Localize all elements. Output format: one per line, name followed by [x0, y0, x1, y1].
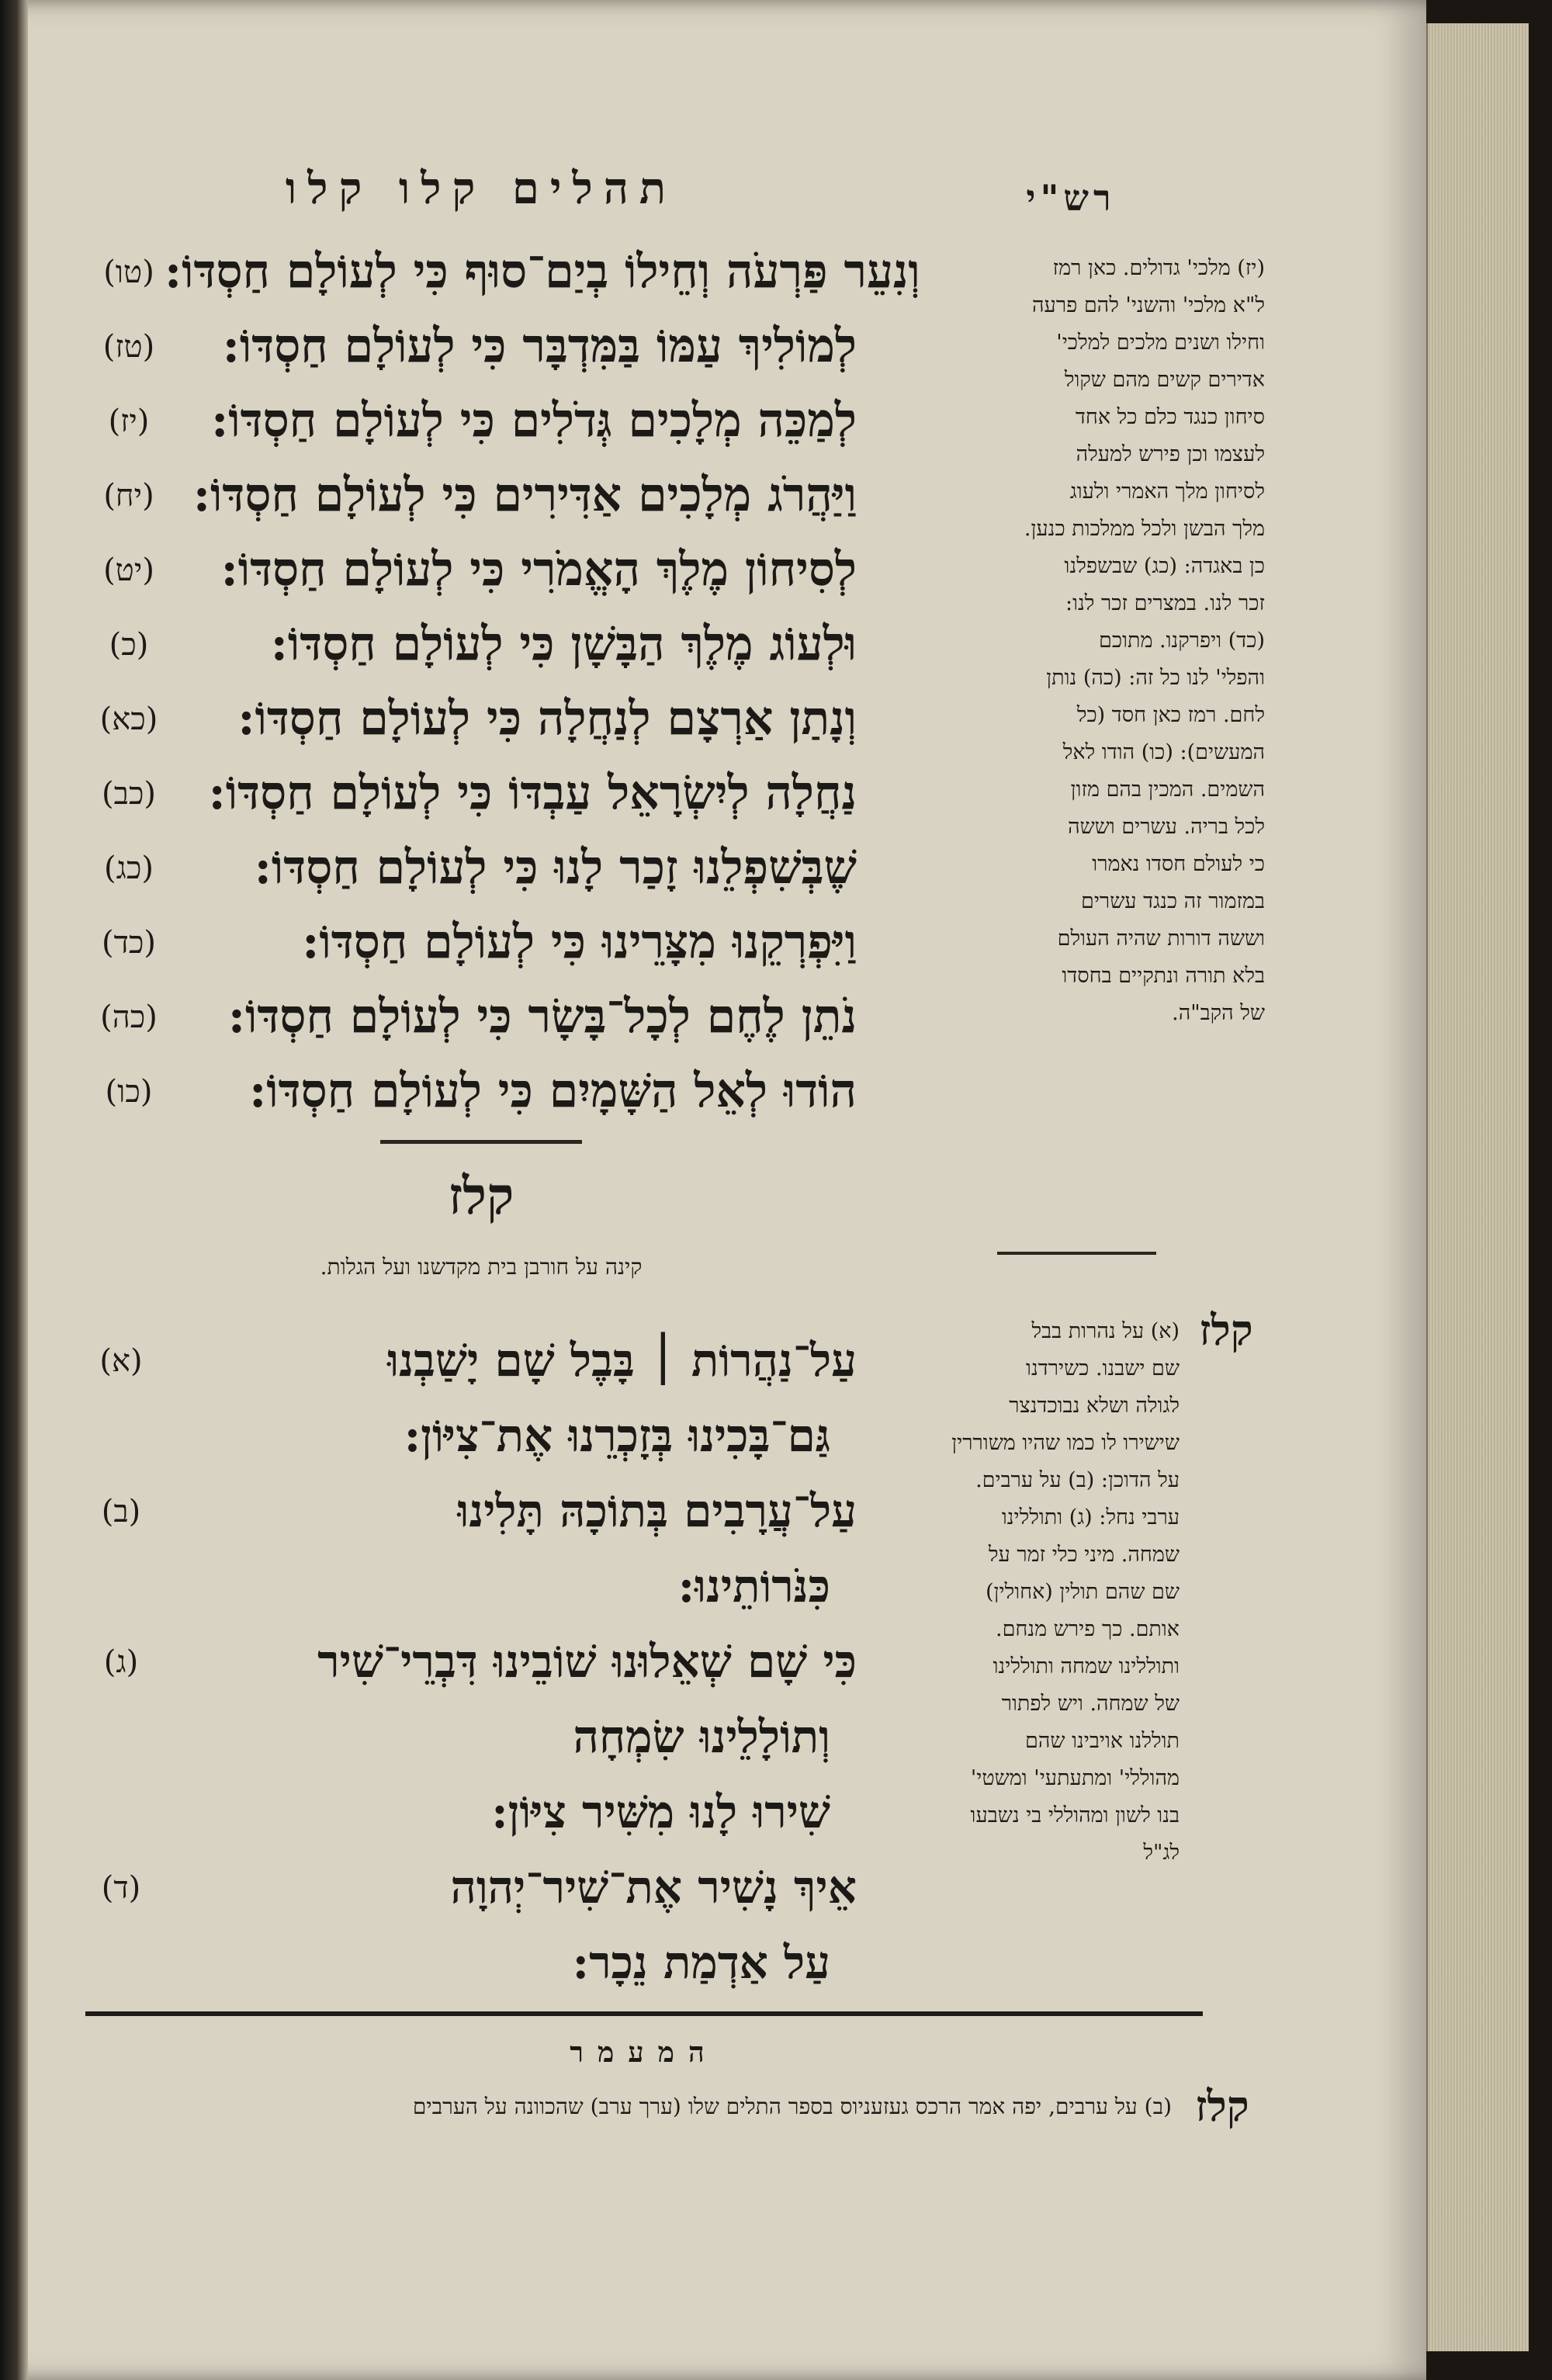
rashi-commentary-136 — [900, 250, 1265, 1032]
rashi-divider — [997, 1252, 1156, 1255]
commentary-line: לחם. רמז כאן חסד (כל — [1076, 703, 1265, 727]
verse-number: (טז) — [102, 328, 155, 365]
commentary-line: (א) על נהרות בבל — [1031, 1319, 1180, 1343]
rashi-header: רש"י — [1026, 177, 1116, 219]
rashi-commentary-137 — [900, 1313, 1180, 1872]
commentary-line: ל"א מלכי' והשני' להם פרעה — [1032, 293, 1265, 317]
page-title: תהלים קלו קלו — [285, 163, 677, 214]
verse-number: (ד) — [101, 1869, 141, 1906]
commentary-line: מהוללי' ומתעתעי' ומשטי' — [970, 1766, 1180, 1790]
rashi-137-label: קלז — [1199, 1305, 1253, 1355]
commentary-line: על הדוכן: (ב) על ערבים. — [975, 1468, 1180, 1492]
commentary-line: בנו לשון ומהוללי בי נשבעו — [970, 1803, 1180, 1827]
commentary-line: לסיחון מלך האמרי ולעוג — [1069, 480, 1265, 504]
verse-text: לְמַכֵּה מְלָכִים גְּדֹלִים כִּי לְעוֹלָם חַסְדּוֹ: — [211, 393, 857, 448]
psalm-137-subtitle: קינה על חורבן בית מקדשנו ועל הגלות. — [320, 1254, 643, 1280]
verse-line — [85, 1327, 861, 1394]
commentary-line: שמחה. מיני כלי זמר על — [988, 1543, 1180, 1567]
verse-text: הוֹדוּ לְאֵל הַשָּׁמָיִם כִּי לְעוֹלָם חַסְדּוֹ: — [249, 1064, 857, 1118]
verse-line — [85, 1628, 861, 1695]
verse-line — [93, 758, 861, 828]
verse-number: (כו) — [105, 1073, 153, 1110]
verse-text: אֵיךְ נָשִׁיר אֶת־שִׁיר־יְהוָה — [450, 1861, 857, 1914]
verse-line — [93, 535, 861, 605]
verse-line — [93, 684, 861, 753]
hamaamar-text: (ב) על ערבים, יפה אמר הרכס געזעניוס בספר התלים שלו (ערך ערב) שהכוונה על הערבים — [412, 2094, 1172, 2119]
verse-line — [85, 1402, 861, 1469]
commentary-line: של הקב"ה. — [1172, 1001, 1265, 1025]
commentary-line: כי לעולם חסדו נאמרו — [1092, 852, 1265, 876]
commentary-line: זכר לנו. במצרים זכר לנו: — [1065, 591, 1265, 615]
verse-text: וַיַּהֲרֹג מְלָכִים אַדִּירִים כִּי לְעוֹלָם חַסְדּוֹ: — [192, 468, 857, 522]
verse-line — [85, 1854, 861, 1921]
verse-line — [93, 237, 920, 307]
commentary-line: לעצמו וכן פירש למעלה — [1076, 442, 1265, 466]
commentary-line: (יז) מלכי' גדולים. כאן רמז — [1052, 256, 1265, 280]
verse-number: (א) — [99, 1342, 143, 1379]
commentary-line: לג"ל — [1143, 1841, 1180, 1865]
commentary-line: לכל בריה. עשרים וששה — [1068, 815, 1265, 839]
verse-text: וְנִעֵר פַּרְעֹה וְחֵילוֹ בְיַם־סוּף כִּי לְעוֹלָם חַסְדּוֹ: — [165, 244, 920, 299]
verse-number: (יח) — [103, 477, 154, 514]
verse-number: (כ) — [109, 626, 149, 663]
commentary-line: במזמור זה כנגד עשרים — [1081, 889, 1265, 913]
verse-number: (כב) — [101, 775, 157, 812]
verse-text: שִׁירוּ לָנוּ מִשִּׁיר צִיּוֹן: — [491, 1786, 830, 1838]
commentary-line: שישירו לו כמו שהיו משוררין — [951, 1431, 1180, 1455]
bottom-divider — [85, 2011, 1203, 2016]
verse-number: (כג) — [104, 850, 154, 886]
hamaamar-header: המעמר — [570, 2036, 719, 2069]
commentary-line: מלך הבשן ולכל ממלכות כנען. — [1024, 517, 1265, 541]
verse-number: (יט) — [103, 552, 154, 588]
commentary-line: שם ישבנו. כשירדנו — [1026, 1356, 1180, 1381]
commentary-line: אותם. כך פירש מנחם. — [995, 1617, 1180, 1641]
commentary-line: ותוללינו שמחה ותוללינו — [993, 1654, 1180, 1678]
commentary-line: שם שהם תולין (אחולין) — [986, 1580, 1180, 1604]
psalm-divider — [380, 1140, 582, 1144]
verse-number: (יז) — [108, 403, 150, 439]
hamaamar-label: קלז — [1195, 2081, 1249, 2131]
commentary-line: תוללנו אויבינו שהם — [1025, 1729, 1180, 1753]
verse-line — [93, 833, 861, 902]
verse-line — [93, 609, 861, 679]
verse-text: שֶׁבְּשִׁפְלֵנוּ זָכַר לָנוּ כִּי לְעוֹלָם חַסְדּוֹ: — [254, 840, 857, 895]
verse-number: (ב) — [101, 1493, 141, 1530]
commentary-line: וששה דורות שהיה העולם — [1057, 927, 1265, 951]
verse-text: עַל אַדְמַת נֵכָר: — [572, 1936, 830, 1989]
verse-text: וְתוֹלָלֵינוּ שִׂמְחָה — [573, 1710, 830, 1763]
commentary-line: כן באגדה: (כג) שבשפלנו — [1064, 554, 1265, 578]
verse-number: (ג) — [103, 1644, 139, 1680]
page-edges — [1426, 23, 1529, 2351]
verse-line — [93, 907, 861, 977]
verse-text: נֹתֵן לֶחֶם לְכָל־בָּשָׂר כִּי לְעוֹלָם חַסְדּוֹ: — [227, 989, 857, 1044]
commentary-line: וחילו ושנים מלכים למלכי' — [1056, 331, 1265, 355]
verse-line — [93, 1056, 861, 1126]
verse-text: וְנָתַן אַרְצָם לְנַחֲלָה כִּי לְעוֹלָם חַסְדּוֹ: — [237, 691, 857, 746]
commentary-line: אדירים קשים מהם שקול — [1064, 368, 1265, 392]
verse-line — [85, 1779, 861, 1845]
verse-text: עַל־נַהֲרוֹת ׀ בָּבֶל שָׁם יָשַׁבְנוּ — [387, 1334, 857, 1387]
verse-number: (כא) — [99, 701, 158, 737]
verse-number: (כד) — [102, 924, 156, 961]
commentary-line: ערבי נחל: (ג) ותוללינו — [1001, 1505, 1180, 1530]
commentary-line: (כד) ויפרקנו. מתוכם — [1099, 629, 1265, 653]
verse-number: (טו) — [103, 254, 154, 290]
verse-line — [93, 386, 861, 456]
verse-number: (כה) — [100, 999, 158, 1035]
verse-text: לְסִיחוֹן מֶלֶךְ הָאֱמֹרִי כִּי לְעוֹלָם חַסְדּוֹ: — [220, 542, 857, 597]
verse-text: וּלְעוֹג מֶלֶךְ הַבָּשָׁן כִּי לְעוֹלָם חַסְדּוֹ: — [270, 617, 857, 671]
verse-line — [93, 460, 861, 530]
verse-text: כִּי שָׁם שְׁאֵלוּנוּ שׁוֹבֵינוּ דִּבְרֵי־שִׁיר — [317, 1635, 857, 1688]
commentary-line: בלא תורה ונתקיים בחסדו — [1062, 964, 1265, 988]
commentary-line: של שמחה. ויש לפתור — [1001, 1692, 1180, 1716]
commentary-line: השמים. המכין בהם מזון — [1070, 778, 1265, 802]
commentary-line: המעשים): (כו) הודו לאל — [1062, 740, 1265, 764]
verse-line — [93, 982, 861, 1051]
commentary-line: לגולה ושלא נבוכדנצר — [1009, 1394, 1180, 1418]
verse-text: וַיִּפְרְקֵנוּ מִצָּרֵינוּ כִּי לְעוֹלָם חַסְדּוֹ: — [302, 915, 857, 969]
commentary-line: והפלי' לנו כל זה: (כה) נותן — [1046, 666, 1265, 690]
verse-line — [85, 1929, 861, 1996]
book-gutter — [0, 0, 28, 2380]
psalm-137-title: קלז — [448, 1166, 514, 1226]
verse-text: לְמוֹלִיךְ עַמּוֹ בַּמִּדְבָּר כִּי לְעוֹלָם חַסְדּוֹ: — [222, 319, 857, 373]
verse-line — [85, 1703, 861, 1770]
verse-line — [85, 1478, 861, 1544]
commentary-line: סיחון כנגד כלם כל אחד — [1075, 405, 1265, 429]
verse-line — [93, 311, 861, 381]
verse-text: גַּם־בָּכִינוּ בְּזָכְרֵנוּ אֶת־צִיּוֹן: — [404, 1409, 830, 1462]
verse-text: נַחֲלָה לְיִשְׂרָאֵל עַבְדּוֹ כִּי לְעוֹלָם חַסְדּוֹ: — [208, 766, 857, 820]
verse-text: כִּנֹּרוֹתֵינוּ: — [677, 1560, 830, 1613]
verse-line — [85, 1553, 861, 1620]
verse-text: עַל־עֲרָבִים בְּתוֹכָהּ תָּלִינוּ — [457, 1484, 857, 1537]
